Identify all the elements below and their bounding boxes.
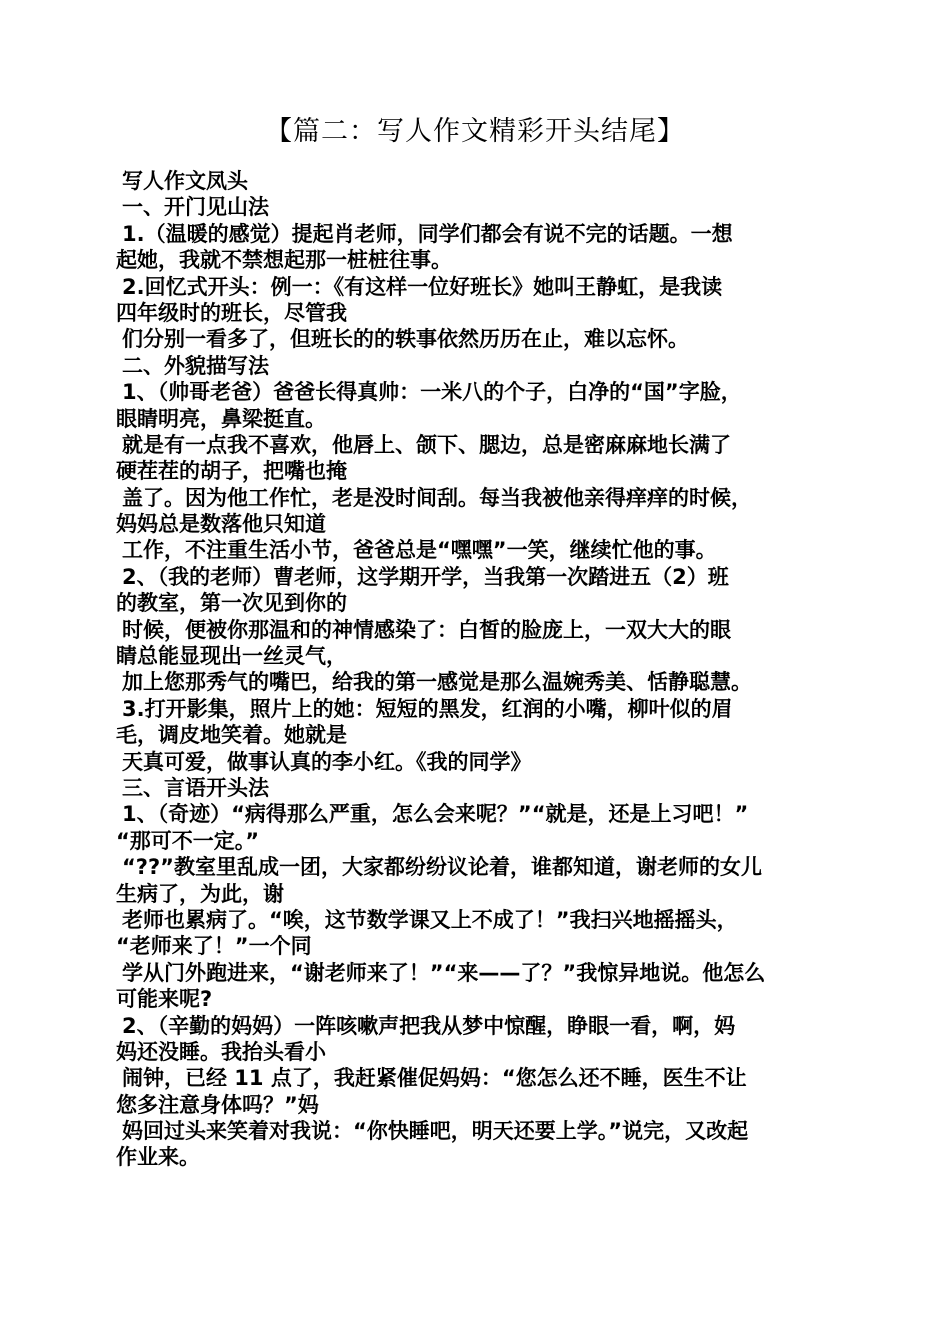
text-line: 毛，调皮地笑着。她就是 xyxy=(116,723,347,748)
text-line: “??”教室里乱成一团，大家都纷纷议论着，谁都知道，谢老师的女儿 xyxy=(122,855,762,880)
text-line: 可能来呢? xyxy=(116,987,213,1012)
text-line: 的教室，第一次见到你的 xyxy=(116,591,347,616)
text-line: “老师来了！”一个同 xyxy=(116,934,312,959)
page-title: 【篇二：写人作文精彩开头结尾】 xyxy=(265,116,685,147)
text-line: 2.回忆式开头：例一：《有这样一位好班长》她叫王静虹，是我读 xyxy=(122,274,723,299)
text-line: 3.打开影集，照片上的她：短短的黑发，红润的小嘴，柳叶似的眉 xyxy=(122,696,733,721)
text-line: 闹钟，已经 11 点了，我赶紧催促妈妈：“您怎么还不睡，医生不让 xyxy=(122,1066,747,1091)
text-line: “那可不一定。” xyxy=(116,828,260,853)
text-line: 妈回过头来笑着对我说：“你快睡吧，明天还要上学。”说完，又改起 xyxy=(122,1119,749,1144)
text-line: 妈还没睡。我抬头看小 xyxy=(116,1039,326,1064)
text-line: 老师也累病了。“唉，这节数学课又上不成了！”我扫兴地摇摇头， xyxy=(122,907,738,932)
text-line: 就是有一点我不喜欢，他唇上、颌下、腮边，总是密麻麻地长满了 xyxy=(122,432,731,457)
text-line: 三、言语开头法 xyxy=(122,775,269,800)
text-line: 学从门外跑进来，“谢老师来了！”“来——了？”我惊异地说。他怎么 xyxy=(122,960,766,985)
text-line: 2、（辛勤的妈妈）一阵咳嗽声把我从梦中惊醒，睁眼一看，啊，妈 xyxy=(122,1013,736,1038)
text-line: 眼睛明亮，鼻梁挺直。 xyxy=(116,406,326,431)
text-line: 起她，我就不禁想起那一桩桩往事。 xyxy=(116,248,452,273)
text-line: 1.（温暖的感觉）提起肖老师，同学们都会有说不完的话题。一想 xyxy=(122,221,733,246)
text-line: 们分别一看多了，但班长的的轶事依然历历在止，难以忘怀。 xyxy=(122,327,689,352)
text-line: 生病了，为此，谢 xyxy=(116,881,284,906)
text-line: 加上您那秀气的嘴巴，给我的第一感觉是那么温婉秀美、恬静聪慧。 xyxy=(122,670,752,695)
text-line: 硬茬茬的胡子，把嘴也掩 xyxy=(116,459,347,484)
text-line: 1、（帅哥老爸）爸爸长得真帅：一米八的个子，白净的“国”字脸， xyxy=(122,380,742,405)
text-line: 工作，不注重生活小节，爸爸总是“嘿嘿”一笑，继续忙他的事。 xyxy=(122,538,717,563)
text-line: 四年级时的班长，尽管我 xyxy=(116,300,347,325)
text-line: 天真可爱，做事认真的李小红。《我的同学》 xyxy=(122,749,532,774)
text-line: 妈妈总是数落他只知道 xyxy=(116,512,326,537)
text-line: 写人作文凤头 xyxy=(122,169,248,193)
document-body xyxy=(116,168,836,1171)
text-line: 盖了。因为他工作忙，老是没时间刮。每当我被他亲得痒痒的时候， xyxy=(122,485,752,510)
text-line: 一、开门见山法 xyxy=(122,195,269,220)
text-line: 睛总能显现出一丝灵气， xyxy=(116,644,347,669)
text-line: 时候，便被你那温和的神情感染了：白皙的脸庞上，一双大大的眼 xyxy=(122,617,731,642)
text-line: 作业来。 xyxy=(116,1145,200,1170)
text-line: 您多注意身体吗？”妈 xyxy=(116,1092,319,1117)
text-line: 2、（我的老师）曹老师，这学期开学，当我第一次踏进五（2）班 xyxy=(122,564,729,589)
text-line: 二、外貌描写法 xyxy=(122,353,269,378)
text-line: 1、（奇迹）“病得那么严重，怎么会来呢？”“就是，还是上习吧！” xyxy=(122,802,749,827)
